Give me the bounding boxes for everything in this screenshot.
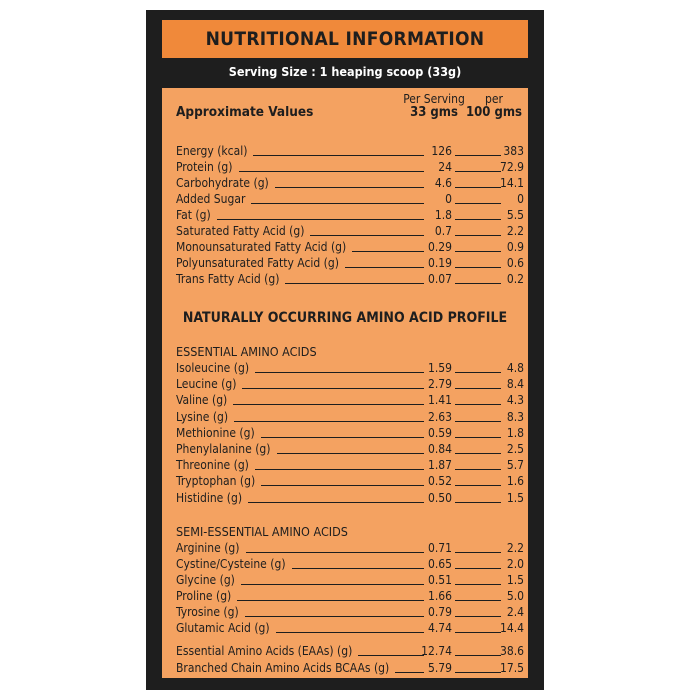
values-panel — [162, 88, 528, 678]
per-serving-value: 0.19 — [427, 256, 452, 270]
nutrient-name: Polyunsaturated Fatty Acid (g) — [176, 256, 339, 270]
leader-line — [239, 171, 424, 172]
table-row — [162, 458, 528, 474]
table-row — [162, 160, 528, 176]
leader-line — [395, 672, 424, 673]
table-row — [162, 377, 528, 393]
per-serving-label: Per Serving — [403, 92, 465, 106]
per-100g-value: 2.4 — [506, 605, 524, 619]
leader-line — [253, 155, 424, 156]
table-row — [162, 605, 528, 621]
leader-line — [455, 552, 501, 553]
label-title: NUTRITIONAL INFORMATION — [162, 20, 528, 58]
table-row — [162, 192, 528, 208]
per-100g-value: 0.6 — [506, 256, 524, 270]
per-serving-value: 4.74 — [427, 621, 452, 635]
nutrient-name: Carbohydrate (g) — [176, 176, 269, 190]
nutrient-name: Tyrosine (g) — [176, 605, 239, 619]
per-serving-value: 4.6 — [434, 176, 452, 190]
leader-line — [455, 203, 501, 204]
leader-line — [352, 251, 424, 252]
per-serving-amount: 33 gms — [410, 105, 458, 120]
nutrient-name: Essential Amino Acids (EAAs) (g) — [176, 644, 353, 658]
leader-line — [455, 187, 501, 188]
nutrient-name: Glycine (g) — [176, 573, 235, 587]
nutrient-name: Glutamic Acid (g) — [176, 621, 270, 635]
table-row — [162, 144, 528, 160]
per-100g-value: 1.6 — [506, 474, 524, 489]
leader-line — [255, 372, 424, 373]
leader-line — [455, 655, 501, 656]
per-100g-value: 8.4 — [506, 377, 524, 392]
table-row — [162, 474, 528, 490]
leader-line — [277, 453, 424, 454]
per-100g-value: 14.1 — [499, 176, 524, 190]
leader-line — [292, 568, 424, 569]
per-100g-value: 5.7 — [506, 458, 524, 473]
semi-essential-amino-title: SEMI-ESSENTIAL AMINO ACIDS — [176, 524, 348, 539]
leader-line — [455, 219, 501, 220]
essential-amino-title: ESSENTIAL AMINO ACIDS — [176, 344, 317, 359]
per-serving-value: 5.79 — [427, 660, 452, 675]
per-100g-value: 383 — [503, 144, 524, 158]
per-serving-value: 0.65 — [427, 557, 452, 571]
nutrient-name: Protein (g) — [176, 160, 233, 174]
per-100g-column-header — [458, 92, 530, 120]
per-100g-value: 5.5 — [506, 208, 524, 222]
leader-line — [455, 437, 501, 438]
leader-line — [455, 267, 501, 268]
per-serving-value: 0.7 — [434, 224, 452, 238]
nutrient-name: Valine (g) — [176, 393, 228, 408]
leader-line — [275, 187, 424, 188]
serving-size: Serving Size : 1 heaping scoop (33g) — [228, 64, 462, 79]
per-100g-value: 8.3 — [506, 409, 524, 424]
leader-line — [455, 171, 501, 172]
leader-line — [455, 283, 501, 284]
leader-line — [455, 235, 501, 236]
table-row — [162, 644, 528, 660]
per-serving-value: 2.63 — [427, 409, 452, 424]
per-serving-value: 0.71 — [427, 541, 452, 555]
nutrient-name: Cystine/Cysteine (g) — [176, 557, 286, 571]
nutrient-name: Methionine (g) — [176, 425, 255, 440]
per-100g-amount: 100 gms — [465, 105, 522, 120]
leader-line — [248, 502, 424, 503]
table-row — [162, 426, 528, 442]
per-100g-value: 2.2 — [506, 541, 524, 555]
nutrient-name: Saturated Fatty Acid (g) — [176, 224, 305, 238]
per-serving-value: 1.66 — [427, 589, 452, 603]
per-serving-value: 24 — [438, 160, 452, 174]
leader-line — [455, 404, 501, 405]
leader-line — [241, 584, 424, 585]
per-100g-value: 4.3 — [506, 393, 524, 408]
leader-line — [455, 485, 501, 486]
leader-line — [455, 453, 501, 454]
per-100g-value: 72.9 — [499, 160, 524, 174]
leader-line — [246, 552, 424, 553]
table-row — [162, 491, 528, 507]
per-100g-label: per — [485, 92, 503, 106]
per-serving-value: 12.74 — [421, 644, 452, 658]
per-serving-value: 1.8 — [434, 208, 452, 222]
leader-line — [245, 616, 424, 617]
leader-line — [455, 568, 501, 569]
per-100g-value: 1.5 — [506, 490, 524, 505]
nutrient-name: Energy (kcal) — [176, 144, 248, 158]
table-row — [162, 573, 528, 589]
leader-line — [358, 655, 424, 656]
leader-line — [261, 437, 424, 438]
leader-line — [455, 502, 501, 503]
table-row — [162, 224, 528, 240]
nutrient-name: Lysine (g) — [176, 409, 229, 424]
leader-line — [276, 632, 424, 633]
per-100g-value: 0 — [517, 192, 524, 206]
per-serving-value: 1.87 — [427, 458, 452, 473]
per-serving-value: 0.84 — [427, 442, 452, 456]
leader-line — [455, 251, 501, 252]
leader-line — [455, 421, 501, 422]
per-serving-value: 0.07 — [427, 272, 452, 286]
per-100g-value: 14.4 — [499, 621, 524, 635]
leader-line — [234, 421, 424, 422]
table-row — [162, 361, 528, 377]
table-row — [162, 442, 528, 458]
nutrient-name: Threonine (g) — [176, 458, 249, 473]
per-100g-value: 17.5 — [499, 660, 524, 675]
leader-line — [455, 155, 501, 156]
nutrient-name: Histidine (g) — [176, 490, 243, 505]
nutrient-name: Phenylalanine (g) — [176, 442, 271, 456]
nutrient-name: Leucine (g) — [176, 377, 237, 392]
leader-line — [455, 600, 501, 601]
per-100g-value: 38.6 — [499, 644, 524, 658]
nutrient-name: Isoleucine (g) — [176, 361, 250, 375]
nutrient-name: Added Sugar — [176, 192, 246, 206]
leader-line — [242, 388, 424, 389]
leader-line — [251, 203, 424, 204]
per-serving-value: 0.79 — [427, 605, 452, 619]
leader-line — [261, 485, 424, 486]
per-serving-value: 126 — [431, 144, 452, 158]
per-100g-value: 1.8 — [506, 425, 524, 440]
table-row — [162, 393, 528, 409]
leader-line — [455, 388, 501, 389]
nutrient-name: Proline (g) — [176, 589, 232, 603]
nutrition-label — [146, 10, 544, 690]
per-serving-value: 0.59 — [427, 425, 452, 440]
per-serving-value: 0.50 — [427, 490, 452, 505]
per-serving-value: 2.79 — [427, 377, 452, 392]
per-serving-value: 1.59 — [427, 361, 452, 375]
leader-line — [455, 584, 501, 585]
per-100g-value: 0.2 — [506, 272, 524, 286]
per-100g-value: 2.0 — [506, 557, 524, 571]
table-row — [162, 256, 528, 272]
table-row — [162, 240, 528, 256]
per-100g-value: 4.8 — [506, 361, 524, 375]
per-serving-value: 0 — [445, 192, 452, 206]
table-row — [162, 621, 528, 637]
table-row — [162, 557, 528, 573]
leader-line — [455, 372, 501, 373]
table-row — [162, 661, 528, 677]
per-100g-value: 0.9 — [506, 240, 524, 254]
nutrient-name: Fat (g) — [176, 208, 211, 222]
leader-line — [237, 600, 424, 601]
nutrient-name: Tryptophan (g) — [176, 474, 256, 489]
nutrient-name: Monounsaturated Fatty Acid (g) — [176, 240, 347, 254]
leader-line — [255, 469, 424, 470]
per-serving-value: 1.41 — [427, 393, 452, 408]
leader-line — [233, 404, 424, 405]
per-serving-value: 0.51 — [427, 573, 452, 587]
table-row — [162, 589, 528, 605]
per-100g-value: 5.0 — [506, 589, 524, 603]
leader-line — [455, 616, 501, 617]
per-serving-value: 0.52 — [427, 474, 452, 489]
table-row — [162, 272, 528, 288]
leader-line — [310, 235, 424, 236]
leader-line — [455, 672, 501, 673]
nutrient-name: Arginine (g) — [176, 541, 240, 555]
table-row — [162, 176, 528, 192]
table-row — [162, 208, 528, 224]
per-serving-value: 0.29 — [427, 240, 452, 254]
amino-profile-title: NATURALLY OCCURRING AMINO ACID PROFILE — [182, 310, 508, 326]
approx-values-heading: Approximate Values — [176, 104, 314, 120]
leader-line — [455, 632, 501, 633]
per-100g-value: 2.2 — [506, 224, 524, 238]
leader-line — [345, 267, 424, 268]
table-row — [162, 541, 528, 557]
leader-line — [455, 469, 501, 470]
leader-line — [217, 219, 424, 220]
per-100g-value: 2.5 — [506, 442, 524, 456]
nutrient-name: Branched Chain Amino Acids BCAAs (g) — [176, 660, 390, 675]
table-row — [162, 410, 528, 426]
leader-line — [285, 283, 424, 284]
nutrient-name: Trans Fatty Acid (g) — [176, 272, 280, 286]
per-100g-value: 1.5 — [506, 573, 524, 587]
